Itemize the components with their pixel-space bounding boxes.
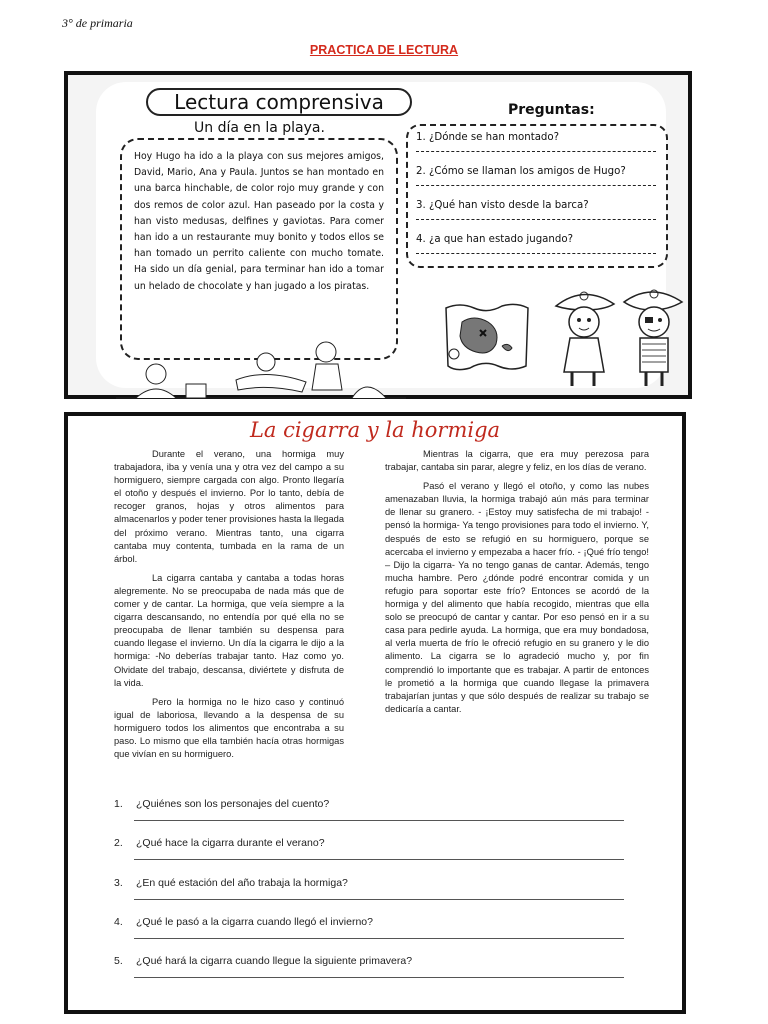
fable-question bbox=[114, 837, 634, 849]
fable-question bbox=[114, 798, 634, 810]
beach-kids-illustration bbox=[116, 340, 406, 400]
question-number: 3. bbox=[114, 877, 123, 889]
worksheet-inner-panel bbox=[96, 82, 666, 388]
answer-line[interactable] bbox=[416, 219, 656, 220]
fable-question bbox=[114, 877, 634, 889]
fable-left-column bbox=[114, 448, 344, 767]
story-title: Un día en la playa. bbox=[194, 120, 325, 136]
fable-paragraph: Pasó el verano y llegó el otoño, y como las nubes amenazaban lluvia, la hormiga trabajó aún más para terminar de llenar su granero. - ¡Estoy muy satisfecha de mi trabajo! - pensó la hormiga- Ya tengo provisiones para todo el invierno. Y, después de esto se refugió en su hormiguero, porque se acercaba el invierno y empezaba a hacer frío. - ¡Qué frío tengo! – Dijo la cigarra- Ya no tengo ganas de cantar. Además, tengo mucha hambre. Pero ¿dónde podré encontrar comida y un refugio para soportar este frío? Entonces se acordó de la hormiga y del alimento que había recogido, mientras que ella solo se preocupó de cantar y cantar. Por eso pensó en ir a su casa para pedirle ayuda. La hormiga, que era muy bondadosa, al verla muerta de frío le ofreció refugio en su granero y le dio alimento. La cigarra se lo agradeció mucho y, por fin comprendió lo importante que es trabajar. A partir de entonces le prometió a la hormiga que cuando llegase la primavera trabajarían juntas y que sólo después de realizar su trabajo se dedicaría a cantar. bbox=[385, 481, 649, 714]
question-text: ¿Qué hará la cigarra cuando llegue la siguiente primavera? bbox=[136, 955, 413, 967]
fable-question bbox=[114, 916, 634, 928]
page-title: PRACTICA DE LECTURA bbox=[309, 43, 459, 57]
fable-paragraph: Durante el verano, una hormiga muy trabajadora, iba y venía una y otra vez del campo a su hormiguero, siempre cargada con algo. Pronto llegaría el otoño y después el invierno. Por lo tanto, debía de recoger granos, hojas y otros alimentos para almacenarlos y poder tener provisiones hasta la llegada del próximo verano. Mientras tanto, una cigarra cantaba muy contenta, tumbada en la rama de un árbol. bbox=[114, 449, 344, 564]
question-text: 3. ¿Qué han visto desde la barca? bbox=[416, 200, 589, 211]
worksheet-badge: Lectura comprensiva bbox=[146, 88, 412, 116]
question-text: ¿En qué estación del año trabaja la hormiga? bbox=[136, 877, 348, 889]
question-item bbox=[416, 234, 656, 268]
question-number: 2. bbox=[114, 837, 123, 849]
story-text: Hoy Hugo ha ido a la playa con sus mejores amigos, David, Mario, Ana y Paula. Juntos se han montado en una barca hinchable, de color rojo muy grande y con dos remos de color azul. Han paseado por la costa y han visto medusas, delfines y gaviotas. Para comer han ido a un restaurante muy bonito y todos ellos se han tomado un perrito caliente con mucho tomate. Ha sido un día genial, para terminar han ido a tomar un helado de chocolate y han jugado a los piratas. bbox=[134, 151, 384, 292]
answer-line[interactable] bbox=[134, 938, 624, 939]
pirate-kids-illustration bbox=[548, 280, 692, 390]
question-number: 5. bbox=[114, 955, 123, 967]
answer-line[interactable] bbox=[134, 859, 624, 860]
question-item bbox=[416, 166, 656, 200]
question-number: 1. bbox=[114, 798, 123, 810]
story-box bbox=[120, 138, 398, 360]
question-text: 4. ¿a que han estado jugando? bbox=[416, 234, 573, 245]
fable-paragraph: Mientras la cigarra, que era muy perezosa para trabajar, cantaba sin parar, alegre y feliz, en los días de verano. bbox=[385, 449, 649, 473]
question-text: ¿Qué le pasó a la cigarra cuando llegó el invierno? bbox=[136, 916, 373, 928]
treasure-map-illustration bbox=[440, 300, 534, 374]
question-text: 1. ¿Dónde se han montado? bbox=[416, 132, 560, 143]
answer-line[interactable] bbox=[416, 253, 656, 254]
answer-line[interactable] bbox=[134, 899, 624, 900]
answer-line[interactable] bbox=[416, 185, 656, 186]
question-item bbox=[416, 200, 656, 234]
question-number: 4. bbox=[114, 916, 123, 928]
answer-line[interactable] bbox=[134, 977, 624, 978]
question-text: ¿Quiénes son los personajes del cuento? bbox=[136, 798, 330, 810]
question-item bbox=[416, 132, 656, 166]
fable-question bbox=[114, 955, 634, 967]
fable-right-column bbox=[385, 448, 649, 722]
grade-label: 3° de primaria bbox=[62, 16, 133, 30]
fable-title: La cigarra y la hormiga bbox=[249, 418, 501, 442]
answer-line[interactable] bbox=[416, 151, 656, 152]
questions-box bbox=[406, 124, 668, 268]
worksheet-reading-comprehension bbox=[64, 71, 692, 399]
fable-paragraph: Pero la hormiga no le hizo caso y continuó igual de laboriosa, llevando a la despensa de su hormiguero todos los alimentos que encontraba a su paso. Lo mismo que ella también hacía otras hormigas que vivían en su hormiguero. bbox=[114, 696, 344, 760]
question-text: ¿Qué hace la cigarra durante el verano? bbox=[136, 837, 325, 849]
questions-heading: Preguntas: bbox=[508, 102, 595, 118]
fable-paragraph: La cigarra cantaba y cantaba a todas horas alegremente. No se preocupaba de nada más que de comer y de cantar. La hormiga, que veía siempre a la cigarra descansando, no entendía por qué ella no se preocupaba de llenar también su despensa para cuando llegase el invierno. Un día la cigarra le dijo a la hormiga: -No deberías trabajar tanto. Haz como yo. Olvidate del trabajo, descansa, diviértete y disfruta de la vida. bbox=[114, 572, 344, 688]
answer-line[interactable] bbox=[134, 820, 624, 821]
question-text: 2. ¿Cómo se llaman los amigos de Hugo? bbox=[416, 166, 626, 177]
worksheet-fable bbox=[64, 412, 686, 1014]
